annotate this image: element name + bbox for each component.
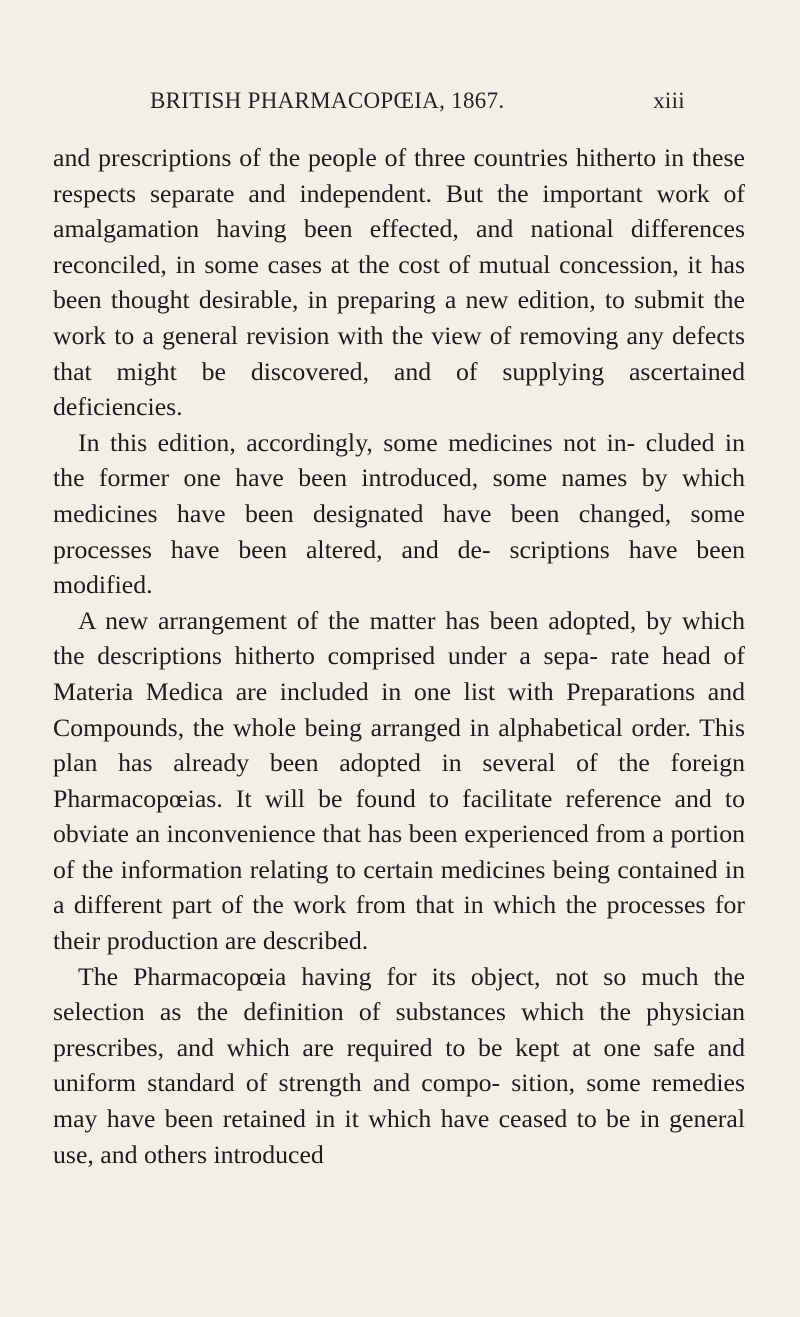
running-head: [150, 88, 685, 118]
body-text: [53, 140, 745, 1172]
paragraph-3: A new arrangement of the matter has been adopted, by which the descriptions hitherto comprised under a sepa- rate head of Materia Medica are included in one list with Preparations and Compounds, the whole being arranged in alphabetical order. This plan has already been adopted in several of the foreign Pharmacopœias. It will be found to facilitate reference and to obviate an inconvenience that has been experienced from a portion of the information relating to certain medicines being contained in a different part of the work from that in which the processes for their production are described.: [53, 605, 745, 956]
paragraph-1: and prescriptions of the people of three countries hitherto in these respects separate and independent. But the important work of amalgamation having been effected, and national differences reconciled, in some cases at the cost of mutual concession, it has been thought desirable, in preparing a new edition, to submit the work to a general revision with the view of removing any defects that might be discovered, and of supplying ascertained deficiencies.: [53, 143, 745, 422]
running-head-title: BRITISH PHARMACOPŒIA, 1867.: [150, 88, 505, 113]
paragraph-4: The Pharmacopœia having for its object, not so much the selection as the definition of substances which the physician prescribes, and which are required to be kept at one safe and uniform standard of strength and compo- sition, some remedies may have been retained in it which have ceased to be in general use, and others introduced: [53, 961, 745, 1169]
paragraph-2: In this edition, accordingly, some medicines not in- cluded in the former one have been introduced, some names by which medicines have been designated have been changed, some processes have been altered, and de- scriptions have been modified.: [53, 427, 745, 600]
page-number: xiii: [653, 88, 685, 113]
